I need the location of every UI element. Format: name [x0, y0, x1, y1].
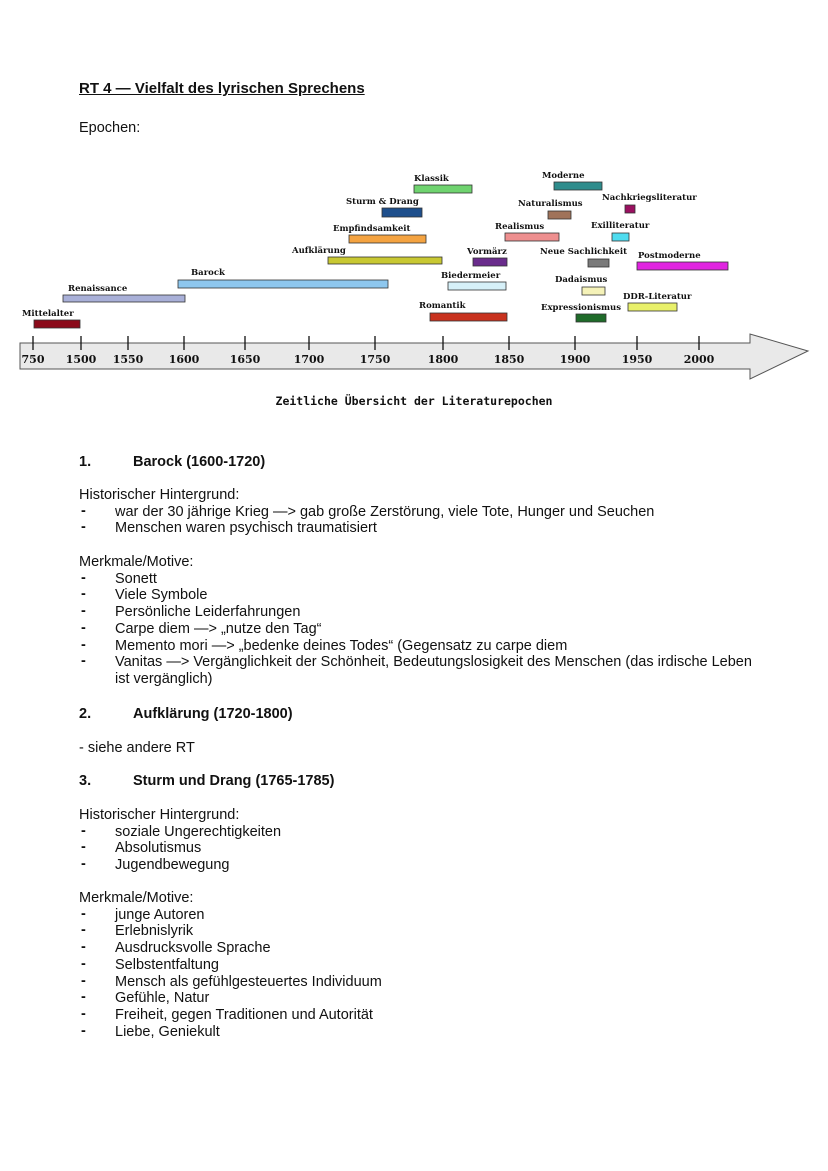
section-heading	[79, 773, 334, 790]
list-item: - war der 30 jährige Krieg —> gab große Zerstörung, viele Tote, Hunger und Seuchen	[79, 504, 755, 521]
list-item: - Gefühle, Natur	[79, 990, 755, 1007]
section-number: 3.	[79, 773, 92, 789]
epoch-label: DDR-Literatur	[623, 292, 692, 302]
epoch-bar	[473, 258, 507, 266]
epoch-label: Romantik	[419, 301, 466, 311]
barock-merkmale	[79, 554, 755, 688]
epoch-label: Neue Sachlichkeit	[540, 247, 627, 257]
epoch-bar	[588, 259, 609, 267]
epoch-bar	[505, 233, 559, 241]
section-title: Aufklärung (1720-1800)	[133, 706, 293, 722]
epoch-bar	[448, 282, 506, 290]
list-item: - Absolutismus	[79, 840, 755, 857]
epoch-label: Realismus	[495, 222, 545, 232]
barock-hintergrund	[79, 487, 755, 537]
section-number: 1.	[79, 454, 92, 470]
epoch-bar	[34, 320, 80, 328]
tick-label: 1750	[359, 353, 391, 366]
epoch-bar	[582, 287, 605, 295]
page-title: RT 4 — Vielfalt des lyrischen Sprechens	[79, 80, 365, 97]
sturm-merkmale	[79, 890, 755, 1040]
epoch-bar	[382, 208, 422, 217]
list-item: - Mensch als gefühlgesteuertes Individuum	[79, 974, 755, 991]
section-barock	[79, 454, 265, 471]
tick-label: 1500	[65, 353, 97, 366]
epochs-timeline	[0, 160, 828, 390]
epoch-label: Biedermeier	[441, 271, 501, 281]
tick-label: 750	[21, 353, 45, 366]
bullet-list	[79, 571, 755, 688]
epoch-label: Expressionismus	[541, 303, 621, 313]
epoch-label: Empfindsamkeit	[333, 224, 411, 234]
epoch-label: Sturm & Drang	[346, 197, 419, 207]
list-item: - Liebe, Geniekult	[79, 1024, 755, 1041]
epoch-bar	[63, 295, 185, 302]
epoch-label: Klassik	[414, 174, 449, 184]
epoch-label: Postmoderne	[638, 251, 701, 261]
list-item: - Carpe diem —> „nutze den Tag“	[79, 621, 755, 638]
section-heading	[79, 706, 293, 723]
list-item: - Viele Symbole	[79, 587, 755, 604]
epoch-label: Vormärz	[467, 247, 507, 257]
section-heading	[79, 454, 265, 471]
list-item: - Erlebnislyrik	[79, 923, 755, 940]
section-title: Barock (1600-1720)	[133, 454, 266, 470]
epoch-label: Naturalismus	[518, 199, 583, 209]
list-item: - Ausdrucksvolle Sprache	[79, 940, 755, 957]
tick-label: 1950	[621, 353, 653, 366]
epoch-bar	[414, 185, 472, 193]
section-number: 2.	[79, 706, 92, 722]
group-label: Merkmale/Motive:	[79, 554, 194, 570]
epoch-bar	[430, 313, 507, 321]
tick-label: 1700	[293, 353, 325, 366]
group-label: Merkmale/Motive:	[79, 890, 194, 906]
epoch-bar	[628, 303, 677, 311]
sturm-hintergrund	[79, 807, 755, 874]
group-label: Historischer Hintergrund:	[79, 807, 240, 823]
list-item: - Freiheit, gegen Traditionen und Autorität	[79, 1007, 755, 1024]
tick-label: 1650	[229, 353, 261, 366]
epoch-bar	[637, 262, 728, 270]
tick-label: 1850	[493, 353, 525, 366]
list-item: - Persönliche Leiderfahrungen	[79, 604, 755, 621]
bullet-list	[79, 907, 755, 1041]
list-item: - Selbstentfaltung	[79, 957, 755, 974]
list-item: - Memento mori —> „bedenke deines Todes“ (Gegensatz zu carpe diem	[79, 638, 755, 655]
epoch-label: Barock	[191, 268, 225, 278]
list-item: - Vanitas —> Vergänglichkeit der Schönheit, Bedeutungslosigkeit des Menschen (das irdische Leben ist vergänglich)	[79, 654, 755, 687]
tick-label: 1900	[559, 353, 591, 366]
epoch-bar	[548, 211, 571, 219]
epoch-label: Moderne	[542, 171, 585, 181]
epoch-bar	[576, 314, 606, 322]
epoch-label: Exilliteratur	[591, 221, 650, 231]
tick-label: 2000	[683, 353, 715, 366]
group-label: Historischer Hintergrund:	[79, 487, 240, 503]
epoch-bar	[612, 233, 629, 241]
epoch-label: Nachkriegsliteratur	[602, 193, 697, 203]
tick-label: 1550	[112, 353, 144, 366]
aufklaerung-note: - siehe andere RT	[79, 740, 195, 756]
list-item: - Sonett	[79, 571, 755, 588]
epoch-label: Renaissance	[68, 284, 128, 294]
tick-label: 1600	[168, 353, 200, 366]
section-sturm-und-drang	[79, 773, 334, 790]
epoch-bar	[178, 280, 388, 288]
list-item: - Menschen waren psychisch traumatisiert	[79, 520, 755, 537]
timeline-caption: Zeitliche Übersicht der Literaturepochen	[275, 394, 553, 408]
tick-label: 1800	[427, 353, 459, 366]
bullet-list	[79, 824, 755, 874]
list-item: - soziale Ungerechtigkeiten	[79, 824, 755, 841]
section-title: Sturm und Drang (1765-1785)	[133, 773, 335, 789]
section-aufklaerung	[79, 706, 293, 723]
epoch-bar	[349, 235, 426, 243]
epoch-label: Aufklärung	[292, 246, 346, 256]
epoch-bar	[554, 182, 602, 190]
epoch-bar	[328, 257, 442, 264]
bullet-list	[79, 504, 755, 537]
list-item: - Jugendbewegung	[79, 857, 755, 874]
epoch-bar	[625, 205, 635, 213]
list-item: - junge Autoren	[79, 907, 755, 924]
epoch-label: Dadaismus	[555, 275, 608, 285]
epochen-label: Epochen:	[79, 120, 141, 136]
epoch-label: Mittelalter	[22, 309, 74, 319]
